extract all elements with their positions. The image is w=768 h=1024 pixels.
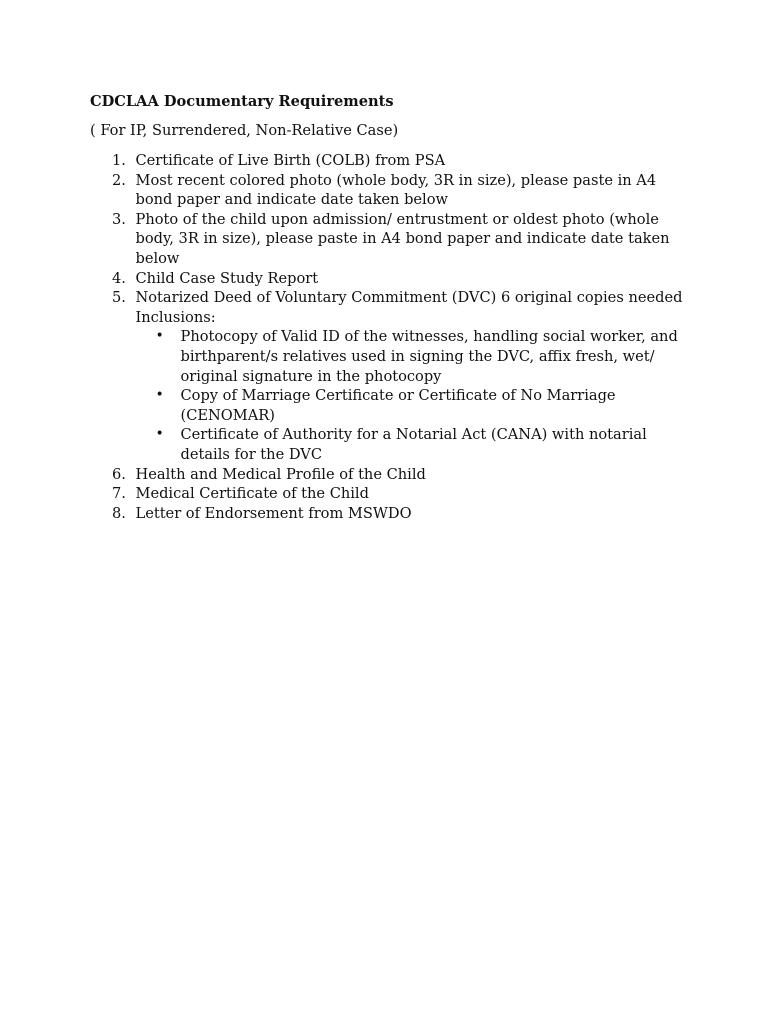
requirement-item-1: [90, 151, 690, 171]
list-number: 3.: [112, 210, 126, 228]
inclusions-label: Inclusions:: [135, 308, 216, 326]
list-number: 8.: [112, 504, 126, 522]
requirement-text: Certificate of Live Birth (COLB) from PSA: [135, 152, 446, 169]
requirement-text: Health and Medical Profile of the Child: [135, 465, 426, 483]
requirement-item-7: [90, 484, 690, 504]
list-number: 2.: [112, 171, 126, 189]
requirement-text: Notarized Deed of Voluntary Commitment (DVC) 6 original copies needed: [135, 289, 683, 307]
requirement-item-4: [90, 269, 690, 289]
list-number: 7.: [112, 485, 126, 503]
bullet-icon: •: [155, 328, 164, 345]
list-number: 6.: [112, 465, 126, 483]
inclusions-list: [136, 327, 691, 464]
bullet-icon: •: [155, 387, 164, 404]
document-body: [90, 92, 690, 523]
inclusion-text: Certificate of Authority for a Notarial Act (CANA) with notarial details for the DVC: [180, 426, 647, 463]
requirement-text: Medical Certificate of the Child: [135, 485, 369, 503]
inclusion-text: Copy of Marriage Certificate or Certificate of No Marriage (CENOMAR): [180, 387, 616, 424]
inclusion-item-2: [136, 386, 691, 425]
requirement-item-6: [90, 465, 690, 485]
requirement-item-2: [90, 171, 690, 210]
requirement-item-3: [90, 210, 690, 269]
inclusion-text: Photocopy of Valid ID of the witnesses, handling social worker, and birthparent/s relatives used in signing the DVC, affix fresh, wet/ original signature in the photocopy: [180, 328, 678, 385]
list-number: 5.: [112, 289, 126, 307]
inclusion-item-3: [136, 425, 691, 464]
document-title: CDCLAA Documentary Requirements: [90, 93, 394, 110]
requirement-item-8: [90, 504, 690, 524]
requirement-text: Photo of the child upon admission/ entrustment or oldest photo (whole body, 3R in size), please paste in A4 bond paper and indicate date taken below: [135, 210, 670, 267]
document-subtitle: ( For IP, Surrendered, Non-Relative Case): [90, 122, 399, 139]
requirement-item-5: [90, 288, 690, 464]
requirements-list: [90, 151, 690, 523]
requirement-text: Letter of Endorsement from MSWDO: [135, 504, 412, 522]
bullet-icon: •: [155, 426, 164, 443]
requirement-text: Child Case Study Report: [135, 269, 319, 287]
inclusion-item-1: [136, 327, 691, 386]
list-number: 1.: [112, 152, 126, 169]
requirement-text: Most recent colored photo (whole body, 3R in size), please paste in A4 bond paper and indicate date taken below: [135, 171, 657, 209]
list-number: 4.: [112, 269, 126, 287]
